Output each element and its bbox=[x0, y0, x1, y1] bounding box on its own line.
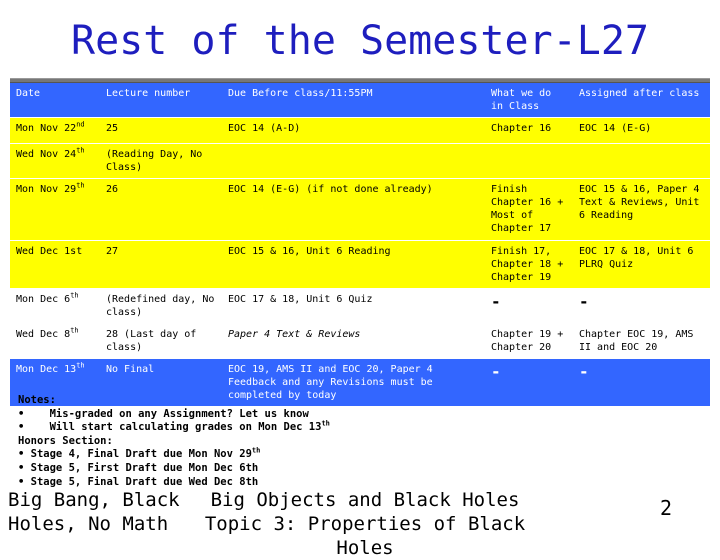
row-date: Wed Dec 1st bbox=[10, 241, 100, 289]
row-in-class: Finish Chapter 16 + Most of Chapter 17 bbox=[485, 179, 573, 241]
row-lecture: 28 (Last day of class) bbox=[100, 324, 222, 359]
row-in-class: - bbox=[485, 289, 573, 324]
row-due: Paper 4 Text & Reviews bbox=[222, 324, 485, 359]
table-row bbox=[10, 241, 710, 289]
notes-heading: Notes: bbox=[18, 394, 56, 406]
table-row bbox=[10, 289, 710, 324]
topic-footer bbox=[190, 488, 540, 560]
row-lecture: (Redefined day, No class) bbox=[100, 289, 222, 324]
row-lecture: 26 bbox=[100, 179, 222, 241]
topic-footer-line: Big Objects and Black Holes bbox=[210, 489, 520, 511]
row-due: EOC 19, AMS II and EOC 20, Paper 4 Feedback and any Revisions must be completed by today bbox=[222, 359, 485, 407]
row-date: Wed Nov 24th bbox=[10, 144, 100, 179]
row-assigned bbox=[573, 144, 710, 179]
notes-bullet: • Will start calculating grades on Mon Dec 13th bbox=[18, 419, 330, 434]
table-row bbox=[10, 144, 710, 179]
row-lecture: No Final bbox=[100, 359, 222, 407]
honors-item: • Stage 4, Final Draft due Mon Nov 29th bbox=[18, 446, 261, 461]
row-assigned: EOC 14 (E-G) bbox=[573, 118, 710, 144]
table-row bbox=[10, 179, 710, 241]
notes-block bbox=[18, 394, 618, 489]
row-date: Wed Dec 8th bbox=[10, 324, 100, 359]
table-row bbox=[10, 324, 710, 359]
header-lecture: Lecture number bbox=[100, 83, 222, 118]
course-footer bbox=[8, 488, 208, 536]
row-in-class: - bbox=[485, 359, 573, 407]
row-assigned: - bbox=[573, 289, 710, 324]
row-in-class bbox=[485, 144, 573, 179]
row-in-class: Chapter 19 + Chapter 20 bbox=[485, 324, 573, 359]
header-in-class: What we do in Class bbox=[485, 83, 573, 118]
header-date: Date bbox=[10, 83, 100, 118]
honors-heading: Honors Section: bbox=[18, 434, 113, 447]
course-footer-line: Holes, No Math bbox=[8, 513, 169, 535]
row-due: EOC 14 (E-G) (if not done already) bbox=[222, 179, 485, 241]
row-lecture: 27 bbox=[100, 241, 222, 289]
row-date: Mon Dec 13th bbox=[10, 359, 100, 407]
row-date: Mon Nov 29th bbox=[10, 179, 100, 241]
row-due: EOC 15 & 16, Unit 6 Reading bbox=[222, 241, 485, 289]
row-date: Mon Dec 6th bbox=[10, 289, 100, 324]
page-number: 2 bbox=[660, 496, 673, 520]
header-assigned: Assigned after class bbox=[573, 83, 710, 118]
row-due: EOC 17 & 18, Unit 6 Quiz bbox=[222, 289, 485, 324]
honors-item: • Stage 5, Final Draft due Wed Dec 8th bbox=[18, 475, 259, 488]
slide-title: Rest of the Semester-L27 bbox=[71, 18, 649, 64]
schedule-table bbox=[10, 83, 710, 407]
row-due bbox=[222, 144, 485, 179]
honors-item: • Stage 5, First Draft due Mon Dec 6th bbox=[18, 461, 259, 474]
row-in-class: Chapter 16 bbox=[485, 118, 573, 144]
table-row bbox=[10, 118, 710, 144]
course-footer-line: Big Bang, Black bbox=[8, 489, 180, 511]
row-assigned: Chapter EOC 19, AMS II and EOC 20 bbox=[573, 324, 710, 359]
row-lecture: (Reading Day, No Class) bbox=[100, 144, 222, 179]
row-in-class: Finish 17, Chapter 18 + Chapter 19 bbox=[485, 241, 573, 289]
topic-footer-line: Topic 3: Properties of Black Holes bbox=[204, 513, 526, 559]
notes-bullet: • Mis-graded on any Assignment? Let us know bbox=[18, 407, 309, 420]
table-header-row bbox=[10, 83, 710, 118]
row-due: EOC 14 (A-D) bbox=[222, 118, 485, 144]
row-assigned: EOC 17 & 18, Unit 6 PLRQ Quiz bbox=[573, 241, 710, 289]
row-lecture: 25 bbox=[100, 118, 222, 144]
row-date: Mon Nov 22nd bbox=[10, 118, 100, 144]
header-due: Due Before class/11:55PM bbox=[222, 83, 485, 118]
row-assigned: EOC 15 & 16, Paper 4 Text & Reviews, Unit 6 Reading bbox=[573, 179, 710, 241]
row-assigned: - bbox=[573, 359, 710, 407]
